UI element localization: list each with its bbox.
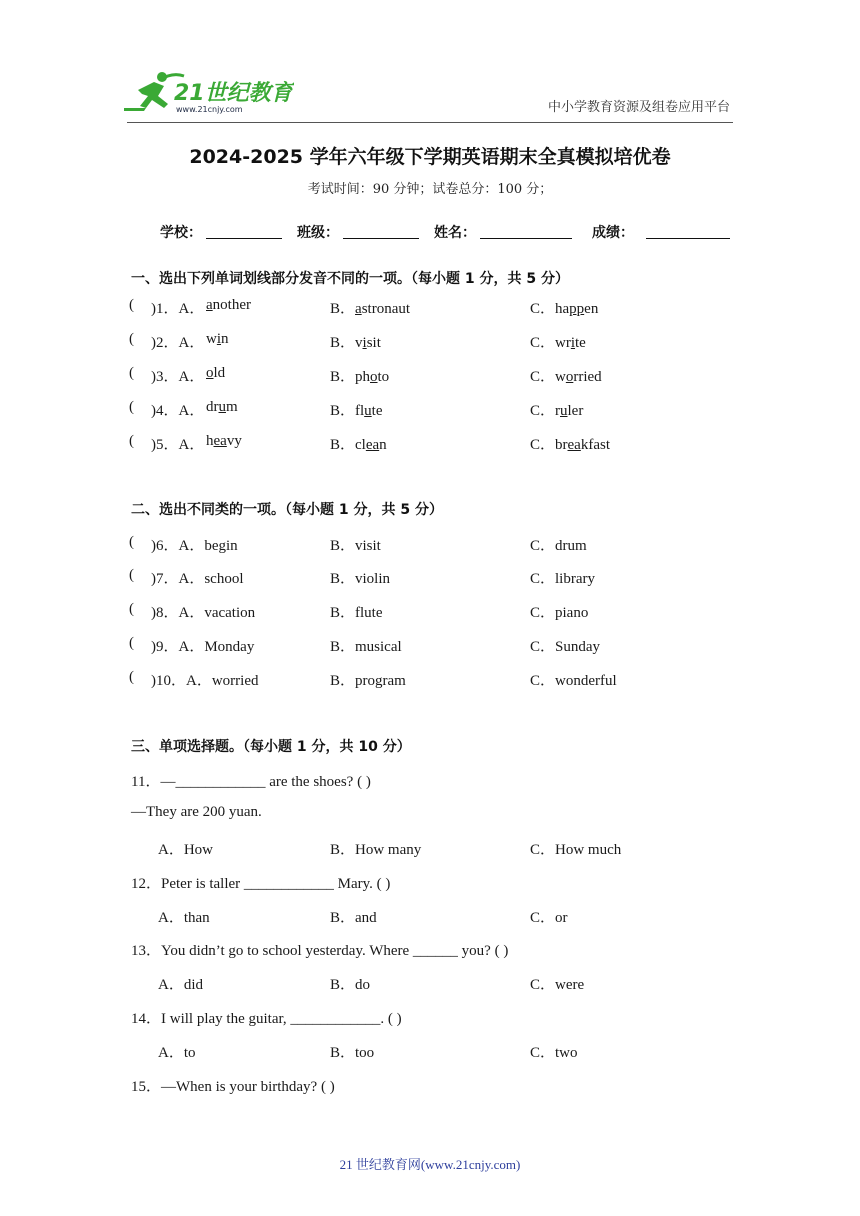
option-b[interactable]: B．do — [330, 977, 371, 993]
option-a[interactable]: A．than — [158, 910, 210, 926]
option-b[interactable]: B．violin — [330, 571, 391, 587]
option-text: B．v — [330, 335, 363, 351]
option-text: sit — [366, 335, 381, 351]
question-13: 13．You didn’t go to school yesterday. Where ______ you? ( ) — [131, 943, 509, 959]
option-text: B．ph — [330, 369, 371, 385]
header-divider — [127, 122, 733, 123]
option-a[interactable]: A．did — [158, 977, 204, 993]
underlined-letters: u — [364, 403, 372, 419]
underlined-letters: o — [206, 365, 214, 381]
option-b[interactable]: B．visit — [330, 538, 381, 554]
question-number: ( — [129, 669, 134, 685]
question-number: ( — [129, 297, 134, 313]
logo-text: 21世纪教育 — [174, 81, 293, 106]
section-1-heading: 一、选出下列单词划线部分发音不同的一项。（每小题 1 分，共 5 分） — [131, 271, 569, 287]
option-text: B．fl — [330, 403, 365, 419]
underlined-letters: a — [206, 297, 213, 313]
section-3-heading: 三、单项选择题。（每小题 1 分，共 10 分） — [131, 739, 411, 755]
question-15: 15．—When is your birthday? ( ) — [131, 1079, 335, 1095]
option-text: nother — [212, 297, 251, 313]
option-c[interactable]: C．library — [530, 571, 595, 587]
underlined-letters: u — [560, 403, 568, 419]
option-b[interactable]: B．How many — [330, 842, 422, 858]
question-number: ( — [129, 567, 134, 583]
option-text: te — [575, 335, 586, 351]
runner-logo-icon — [124, 68, 294, 116]
option-a[interactable]: )7．A．school — [151, 571, 244, 587]
question-number: )5．A． — [151, 437, 205, 453]
option-b[interactable] — [330, 433, 387, 454]
option-c[interactable] — [530, 399, 583, 420]
option-a[interactable] — [206, 365, 225, 382]
option-b[interactable] — [330, 399, 383, 420]
class-field[interactable] — [343, 238, 419, 239]
option-text: ld — [213, 365, 226, 381]
underlined-letters: i — [216, 331, 222, 347]
question-11-answer-line: —They are 200 yuan. — [131, 804, 262, 820]
option-a[interactable]: A．to — [158, 1045, 196, 1061]
option-a[interactable]: )10．A．worried — [151, 673, 259, 689]
option-c[interactable] — [530, 365, 602, 386]
question-number: )3．A． — [151, 369, 205, 385]
name-label: 姓名： — [434, 225, 476, 241]
option-c[interactable]: C．or — [530, 910, 568, 926]
underlined-letters: ea — [567, 437, 581, 453]
underlined-letters: o — [370, 369, 378, 385]
option-a[interactable]: )9．A．Monday — [151, 639, 255, 655]
section-2-heading: 二、选出不同类的一项。（每小题 1 分，共 5 分） — [131, 502, 443, 518]
option-a[interactable] — [206, 399, 238, 416]
question-number: ( — [129, 331, 134, 347]
page-footer[interactable]: 21 世纪教育网(www.21cnjy.com) — [339, 1157, 521, 1172]
site-tagline: 中小学教育资源及组卷应用平台 — [547, 100, 730, 115]
question-number: )4．A． — [151, 403, 205, 419]
underlined-letters: ea — [213, 433, 227, 449]
question-number: )1．A． — [151, 301, 205, 317]
option-c[interactable] — [530, 433, 610, 454]
option-b[interactable]: B．and — [330, 910, 377, 926]
question-number: ( — [129, 534, 134, 550]
question-number: ( — [129, 601, 134, 617]
option-c[interactable]: C．Sunday — [530, 639, 601, 655]
option-c[interactable]: C．two — [530, 1045, 578, 1061]
underlined-letters: a — [355, 301, 362, 317]
option-a[interactable]: )8．A．vacation — [151, 605, 256, 621]
option-text: C．r — [530, 403, 561, 419]
option-b[interactable]: B．program — [330, 673, 406, 689]
option-text: C．ha — [530, 301, 570, 317]
logo-url: www.21cnjy.com — [176, 105, 243, 114]
option-text: B．cl — [330, 437, 366, 453]
option-b[interactable] — [330, 365, 389, 386]
option-text: stronaut — [361, 301, 411, 317]
option-text: B． — [330, 301, 356, 317]
question-number: ( — [129, 399, 134, 415]
question-number: ( — [129, 365, 134, 381]
underlined-letters: u — [218, 399, 226, 415]
option-c[interactable] — [530, 297, 598, 318]
underlined-letters: i — [362, 335, 367, 351]
school-label: 学校： — [160, 225, 202, 241]
option-text: ler — [567, 403, 584, 419]
option-a[interactable]: )6．A．begin — [151, 538, 238, 554]
option-text: kfast — [580, 437, 611, 453]
page-title: 2024-2025 学年六年级下学期英语期末全真模拟培优卷 — [189, 146, 671, 168]
option-b[interactable]: B．flute — [330, 605, 383, 621]
question-number: ( — [129, 433, 134, 449]
exam-info: 考试时间：90 分钟；试卷总分：100 分； — [307, 182, 553, 197]
question-number: )2．A． — [151, 335, 205, 351]
option-text: n — [221, 331, 229, 347]
option-b[interactable] — [330, 297, 410, 318]
question-14: 14．I will play the guitar, ____________. ( ) — [131, 1011, 402, 1027]
option-c[interactable] — [530, 331, 586, 352]
option-c[interactable]: C．drum — [530, 538, 587, 554]
option-text: C．wr — [530, 335, 571, 351]
option-a[interactable] — [206, 433, 242, 450]
option-text: m — [226, 399, 238, 415]
option-b[interactable]: B．too — [330, 1045, 375, 1061]
underlined-letters: pp — [569, 301, 585, 317]
option-a[interactable] — [206, 331, 229, 348]
option-b[interactable] — [330, 331, 381, 352]
option-text: dr — [206, 399, 219, 415]
option-c[interactable]: C．wonderful — [530, 673, 617, 689]
option-text: n — [379, 437, 387, 453]
option-a[interactable] — [206, 297, 251, 314]
question-number: ( — [129, 635, 134, 651]
class-label: 班级： — [297, 225, 339, 241]
option-text: C．br — [530, 437, 568, 453]
school-field[interactable] — [206, 238, 282, 239]
option-text: to — [377, 369, 390, 385]
option-c[interactable]: C．How much — [530, 842, 622, 858]
option-c[interactable]: C．were — [530, 977, 585, 993]
option-text: C．w — [530, 369, 566, 385]
option-c[interactable]: C．piano — [530, 605, 589, 621]
score-label: 成绩： — [592, 225, 634, 241]
underlined-letters: i — [570, 335, 576, 351]
option-a[interactable]: A．How — [158, 842, 213, 858]
option-b[interactable]: B．musical — [330, 639, 402, 655]
option-text: vy — [226, 433, 242, 449]
site-logo — [124, 68, 294, 116]
underlined-letters: o — [565, 369, 574, 385]
question-12: 12．Peter is taller ____________ Mary. ( ) — [131, 876, 391, 892]
option-text: te — [371, 403, 383, 419]
score-field[interactable] — [646, 238, 730, 239]
option-text: rried — [573, 369, 602, 385]
option-text: h — [206, 433, 214, 449]
option-text: en — [584, 301, 599, 317]
option-text: w — [206, 331, 217, 347]
question-11: 11．—____________ are the shoes? ( ) — [131, 774, 371, 790]
name-field[interactable] — [480, 238, 572, 239]
underlined-letters: ea — [365, 437, 380, 453]
